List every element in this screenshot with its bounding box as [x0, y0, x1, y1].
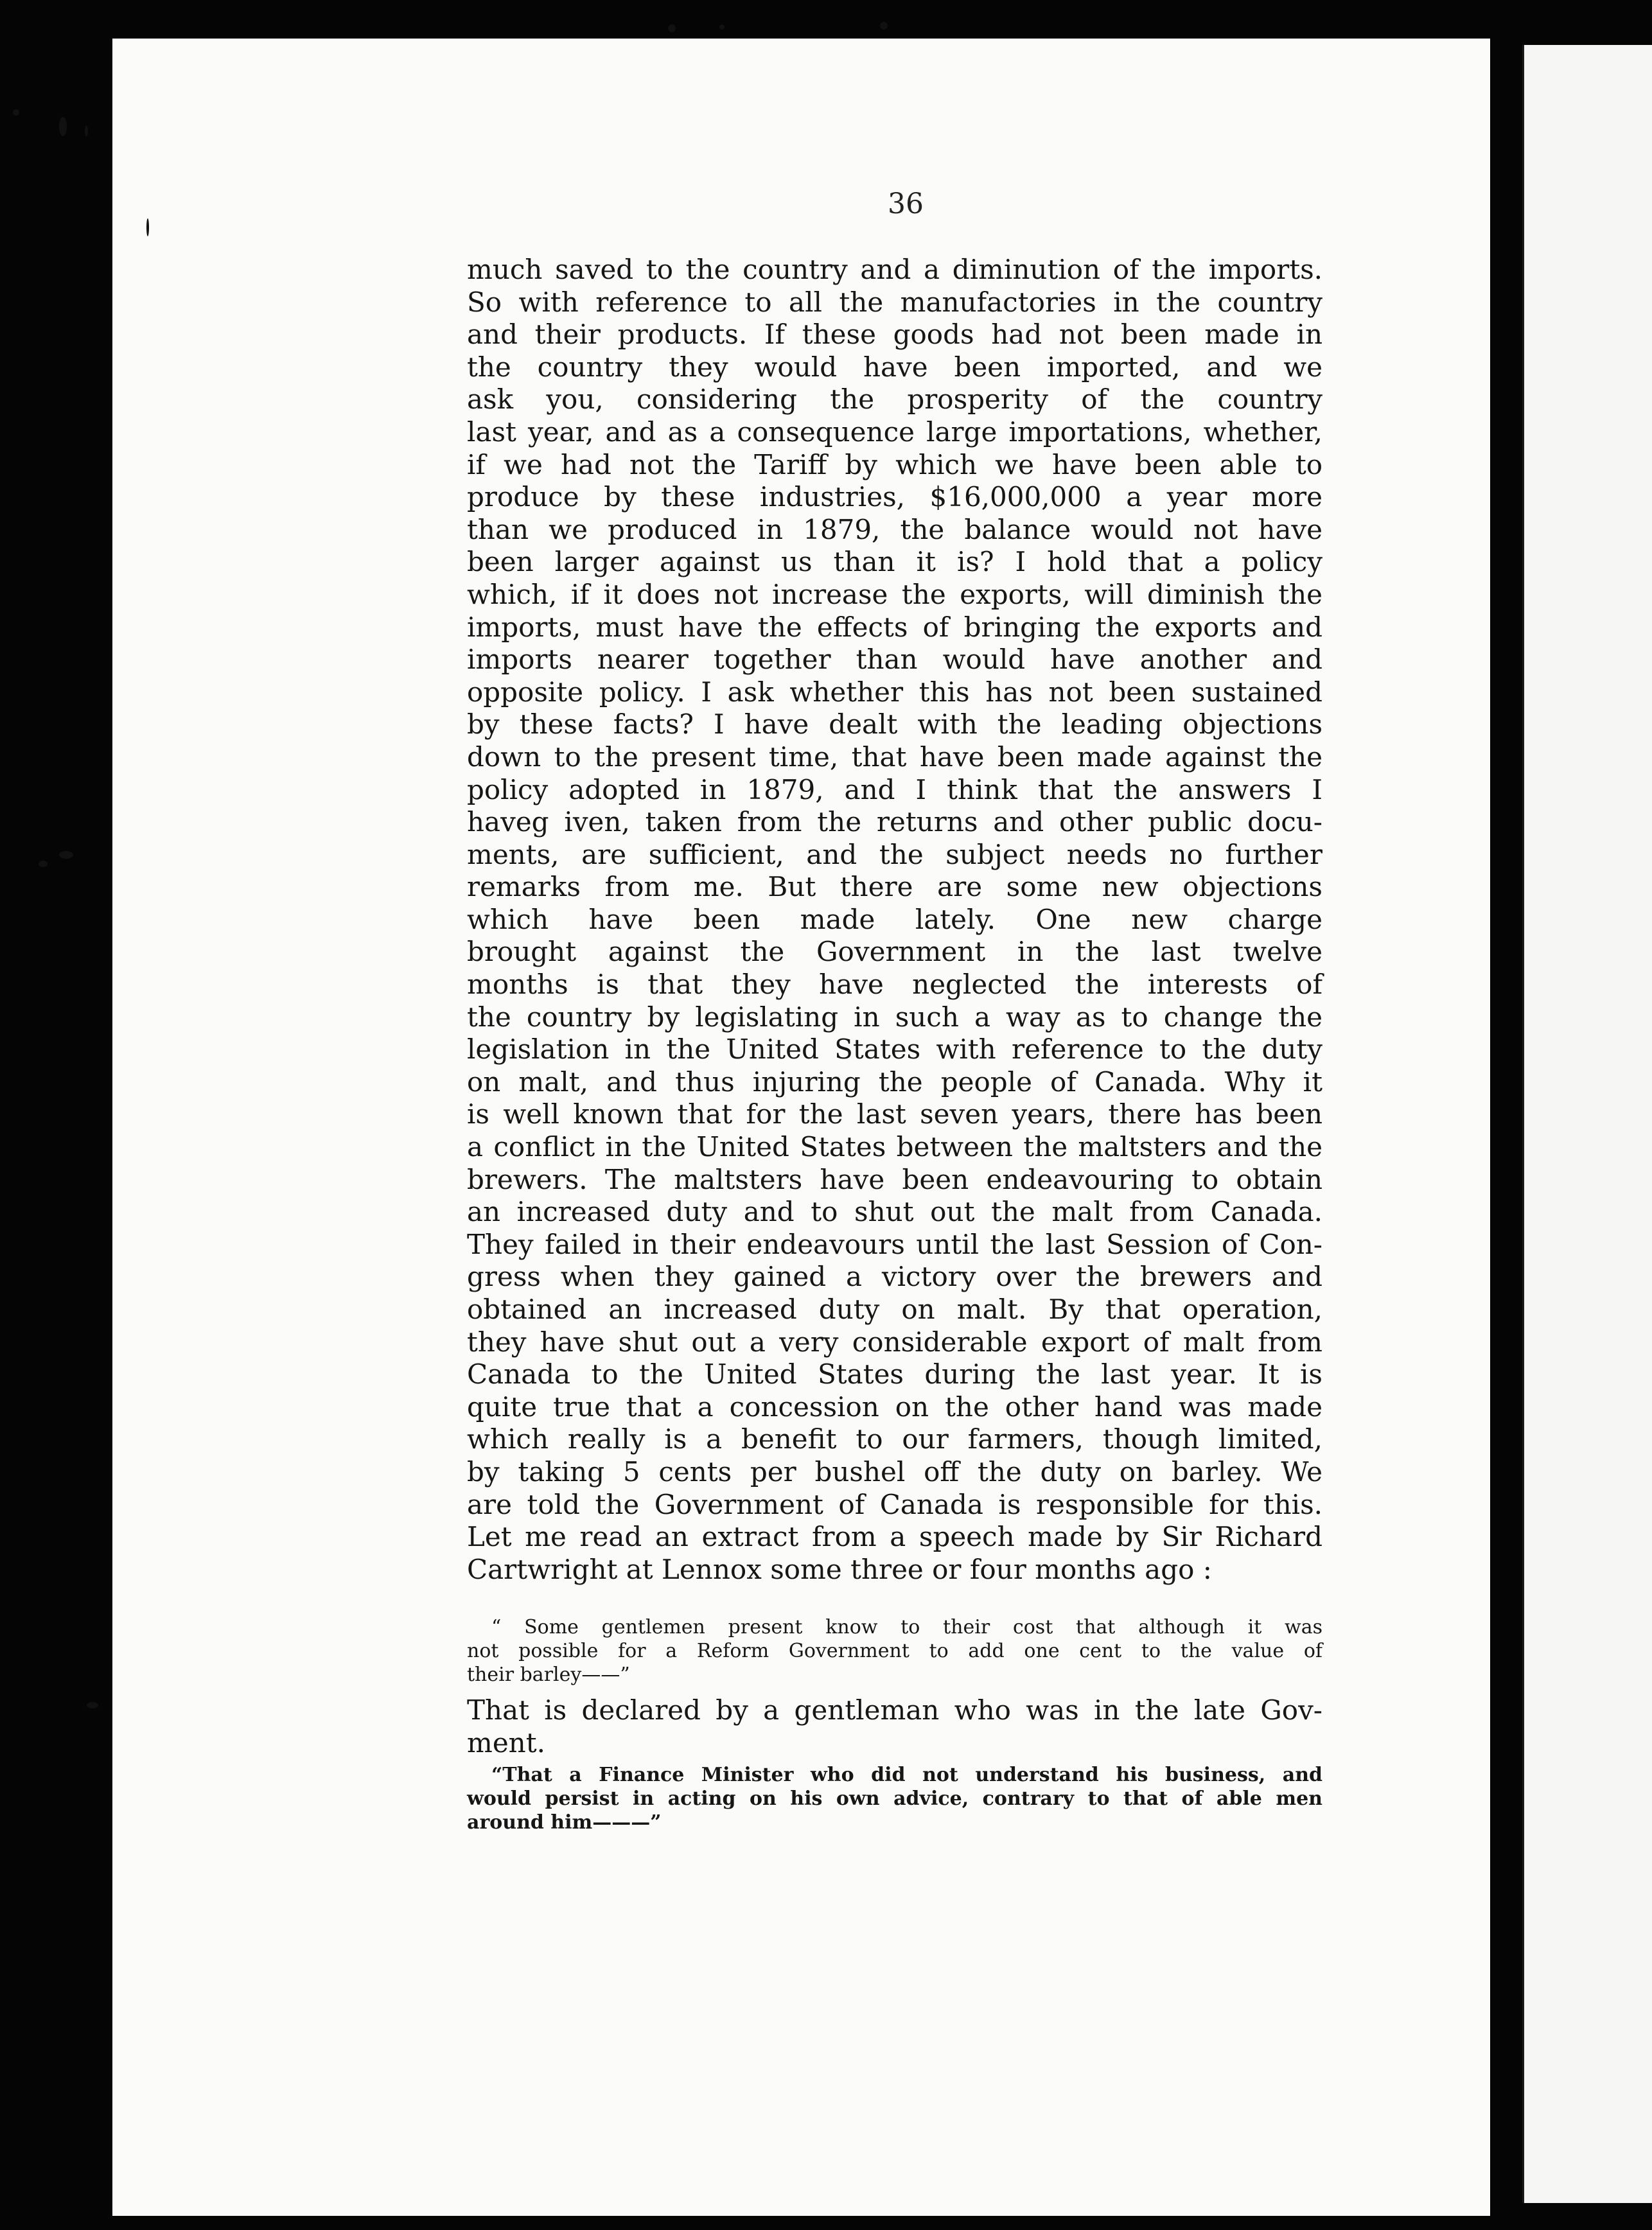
adjacent-page-edge — [1522, 45, 1652, 2203]
text-line: legislation in the United States with reference to the duty — [467, 1033, 1322, 1066]
quote-line: “ Some gentlemen present know to their cost that although it was — [491, 1616, 1322, 1638]
quote-line: “That a Finance Minister who did not understand his business, and — [491, 1764, 1322, 1786]
text-line: remarks from me. But there are some new objections — [467, 871, 1322, 903]
quote-line: would persist in acting on his own advice, contrary to that of able men — [467, 1787, 1322, 1810]
text-line: down to the present time, that have been made against the — [467, 741, 1322, 773]
text-line: the country they would have been imported, and we — [467, 351, 1322, 383]
text-line: last year, and as a consequence large importations, whether, — [467, 416, 1322, 448]
text-line: which really is a benefit to our farmers, though limited, — [467, 1423, 1322, 1455]
text-line: they have shut out a very considerable export of malt from — [467, 1326, 1322, 1358]
text-line: obtained an increased duty on malt. By that operation, — [467, 1294, 1322, 1325]
text-line: are told the Government of Canada is responsible for this. — [467, 1488, 1322, 1520]
text-line: by these facts? I have dealt with the leading objections — [467, 708, 1322, 741]
text-line: That is declared by a gentleman who was in the late Gov- — [467, 1694, 1322, 1726]
text-line: ask you, considering the prosperity of the country — [467, 383, 1322, 416]
text-line: haveg iven, taken from the returns and other public docu- — [467, 806, 1322, 838]
text-line: quite true that a concession on the other hand was made — [467, 1391, 1322, 1423]
text-line: which, if it does not increase the exports, will diminish the — [467, 578, 1322, 610]
text-line: if we had not the Tariff by which we have been able to — [467, 448, 1322, 480]
text-line: Canada to the United States during the last year. It is — [467, 1358, 1322, 1391]
text-line: much saved to the country and a diminution of the imports. — [467, 254, 1322, 285]
quote-line: not possible for a Reform Government to add one cent to the value of — [467, 1640, 1322, 1662]
text-line: ment. — [467, 1726, 545, 1759]
text-line: So with reference to all the manufactories in the country — [467, 286, 1322, 318]
text-line: imports nearer together than would have another and — [467, 644, 1322, 676]
text-line: than we produced in 1879, the balance would not have — [467, 513, 1322, 545]
text-line: They failed in their endeavours until the last Session of Con- — [467, 1228, 1322, 1260]
text-line: the country by legislating in such a way as to change the — [467, 1001, 1322, 1033]
quote-line: around him———” — [467, 1811, 662, 1834]
text-line: produce by these industries, $16,000,000 a year more — [467, 481, 1322, 513]
text-line: Cartwright at Lennox some three or four months ago : — [467, 1553, 1212, 1585]
text-line: opposite policy. I ask whether this has not been sustained — [467, 676, 1322, 708]
text-line: ments, are sufficient, and the subject needs no further — [467, 838, 1322, 870]
text-line: which have been made lately. One new charge — [467, 903, 1322, 935]
quotation-finance-minister — [467, 1763, 1322, 1834]
text-line: an increased duty and to shut out the malt from Canada. — [467, 1196, 1322, 1228]
text-line: months is that they have neglected the interests of — [467, 969, 1322, 1001]
text-line: been larger against us than it is? I hold that a policy — [467, 546, 1322, 578]
text-line: brought against the Government in the last twelve — [467, 936, 1322, 968]
quotation-cartwright-barley — [467, 1615, 1322, 1687]
text-line: imports, must have the effects of bringing the exports and — [467, 611, 1322, 643]
text-line: by taking 5 cents per bushel off the duty on barley. We — [467, 1455, 1322, 1488]
text-line: and their products. If these goods had not been made in — [467, 319, 1322, 351]
text-line: policy adopted in 1879, and I think that the answers I — [467, 773, 1322, 805]
text-line: gress when they gained a victory over the brewers and — [467, 1261, 1322, 1293]
commentary-paragraph — [467, 1694, 1322, 1759]
text-line: on malt, and thus injuring the people of Canada. Why it — [467, 1066, 1322, 1098]
text-line: Let me read an extract from a speech made by Sir Richard — [467, 1521, 1322, 1553]
body-paragraph — [467, 254, 1322, 1586]
page-number: 36 — [888, 188, 924, 220]
text-line: is well known that for the last seven years, there has been — [467, 1098, 1322, 1130]
quote-line: their barley——” — [467, 1664, 630, 1686]
text-line: a conflict in the United States between the maltsters and the — [467, 1131, 1322, 1163]
text-line: brewers. The maltsters have been endeavouring to obtain — [467, 1163, 1322, 1195]
